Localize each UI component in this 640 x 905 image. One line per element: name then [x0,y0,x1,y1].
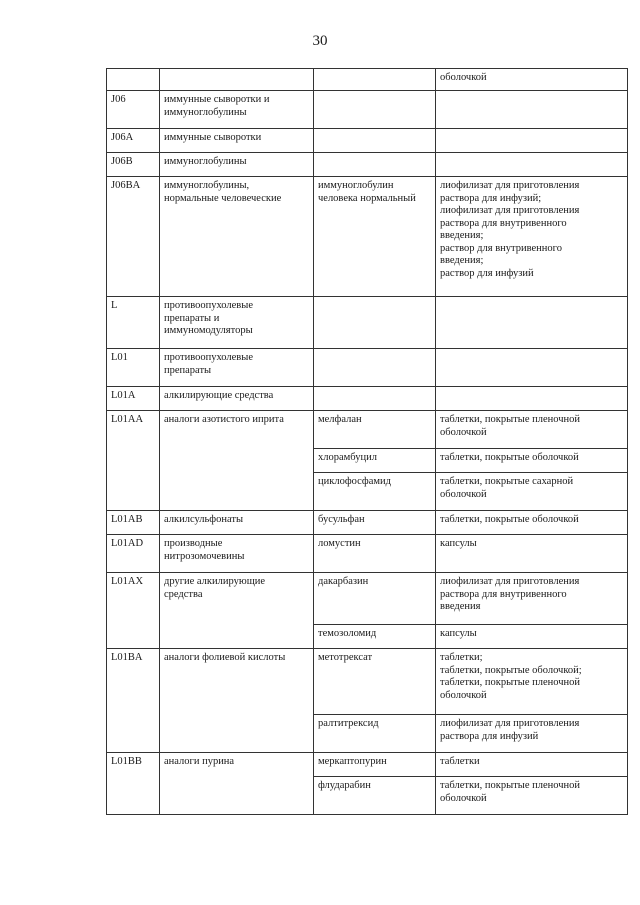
table-row [107,387,628,411]
atc-code-cell: L01AX [107,573,160,649]
table-row [107,69,628,91]
group-name-cell: алкилирующие средства [160,387,314,411]
drug-name-cell [314,129,436,153]
dosage-form-cell [436,129,628,153]
dosage-form-cell: таблетки, покрытые оболочкой [436,449,628,473]
atc-code-cell: J06 [107,91,160,129]
dosage-form-cell: оболочкой [436,69,628,91]
dosage-form-cell: таблетки, покрытые пленочной оболочкой [436,411,628,449]
drug-name-cell: метотрексат [314,649,436,715]
atc-code-cell: J06A [107,129,160,153]
drug-name-cell: флударабин [314,777,436,815]
atc-code-cell: L01 [107,349,160,387]
drug-name-cell: бусульфан [314,511,436,535]
dosage-form-cell [436,387,628,411]
drug-name-cell: темозоломид [314,625,436,649]
table-row [107,649,628,715]
group-name-cell: другие алкилирующие средства [160,573,314,649]
table-row [107,129,628,153]
atc-code-cell: L01BB [107,753,160,815]
dosage-form-cell: лиофилизат для приготовления раствора для инфузий; лиофилизат для приготовления раствора для внутривенного введения; раствор для внутривенного введения; раствор для инфузий [436,177,628,297]
drug-table [106,68,628,815]
table-row [107,753,628,777]
group-name-cell: иммуноглобулины, нормальные человеческие [160,177,314,297]
group-name-cell: производные нитрозомочевины [160,535,314,573]
table-row [107,349,628,387]
dosage-form-cell [436,153,628,177]
drug-name-cell: хлорамбуцил [314,449,436,473]
table-row [107,91,628,129]
dosage-form-cell: таблетки [436,753,628,777]
dosage-form-cell: капсулы [436,535,628,573]
dosage-form-cell: лиофилизат для приготовления раствора для внутривенного введения [436,573,628,625]
table-row [107,573,628,625]
dosage-form-cell [436,297,628,349]
drug-name-cell: иммуноглобулин человека нормальный [314,177,436,297]
table-row [107,297,628,349]
drug-name-cell: дакарбазин [314,573,436,625]
drug-name-cell [314,349,436,387]
atc-code-cell [107,69,160,91]
drug-name-cell: меркаптопурин [314,753,436,777]
drug-name-cell [314,297,436,349]
dosage-form-cell: таблетки, покрытые оболочкой [436,511,628,535]
group-name-cell: противоопухолевые препараты [160,349,314,387]
group-name-cell: алкилсульфонаты [160,511,314,535]
dosage-form-cell [436,91,628,129]
atc-code-cell: L01AA [107,411,160,511]
atc-code-cell: L01BA [107,649,160,753]
dosage-form-cell: капсулы [436,625,628,649]
drug-name-cell: ломустин [314,535,436,573]
table-row [107,511,628,535]
drug-name-cell [314,91,436,129]
page-number: 30 [312,33,328,49]
table-row [107,177,628,297]
drug-name-cell: мелфалан [314,411,436,449]
group-name-cell [160,69,314,91]
group-name-cell: аналоги фолиевой кислоты [160,649,314,753]
group-name-cell: аналоги азотистого иприта [160,411,314,511]
dosage-form-cell: таблетки, покрытые сахарной оболочкой [436,473,628,511]
dosage-form-cell: лиофилизат для приготовления раствора для инфузий [436,715,628,753]
atc-code-cell: J06BA [107,177,160,297]
group-name-cell: иммунные сыворотки и иммуноглобулины [160,91,314,129]
atc-code-cell: J06B [107,153,160,177]
drug-name-cell [314,69,436,91]
group-name-cell: противоопухолевые препараты и иммуномодуляторы [160,297,314,349]
table-row [107,411,628,449]
dosage-form-cell [436,349,628,387]
atc-code-cell: L01AD [107,535,160,573]
drug-name-cell [314,153,436,177]
drug-name-cell [314,387,436,411]
dosage-form-cell: таблетки, покрытые пленочной оболочкой [436,777,628,815]
dosage-form-cell: таблетки; таблетки, покрытые оболочкой; таблетки, покрытые пленочной оболочкой [436,649,628,715]
group-name-cell: иммунные сыворотки [160,129,314,153]
drug-name-cell: ралтитрексид [314,715,436,753]
atc-code-cell: L [107,297,160,349]
table-row [107,153,628,177]
group-name-cell: иммуноглобулины [160,153,314,177]
group-name-cell: аналоги пурина [160,753,314,815]
atc-code-cell: L01AB [107,511,160,535]
atc-code-cell: L01A [107,387,160,411]
drug-name-cell: циклофосфамид [314,473,436,511]
table-row [107,535,628,573]
